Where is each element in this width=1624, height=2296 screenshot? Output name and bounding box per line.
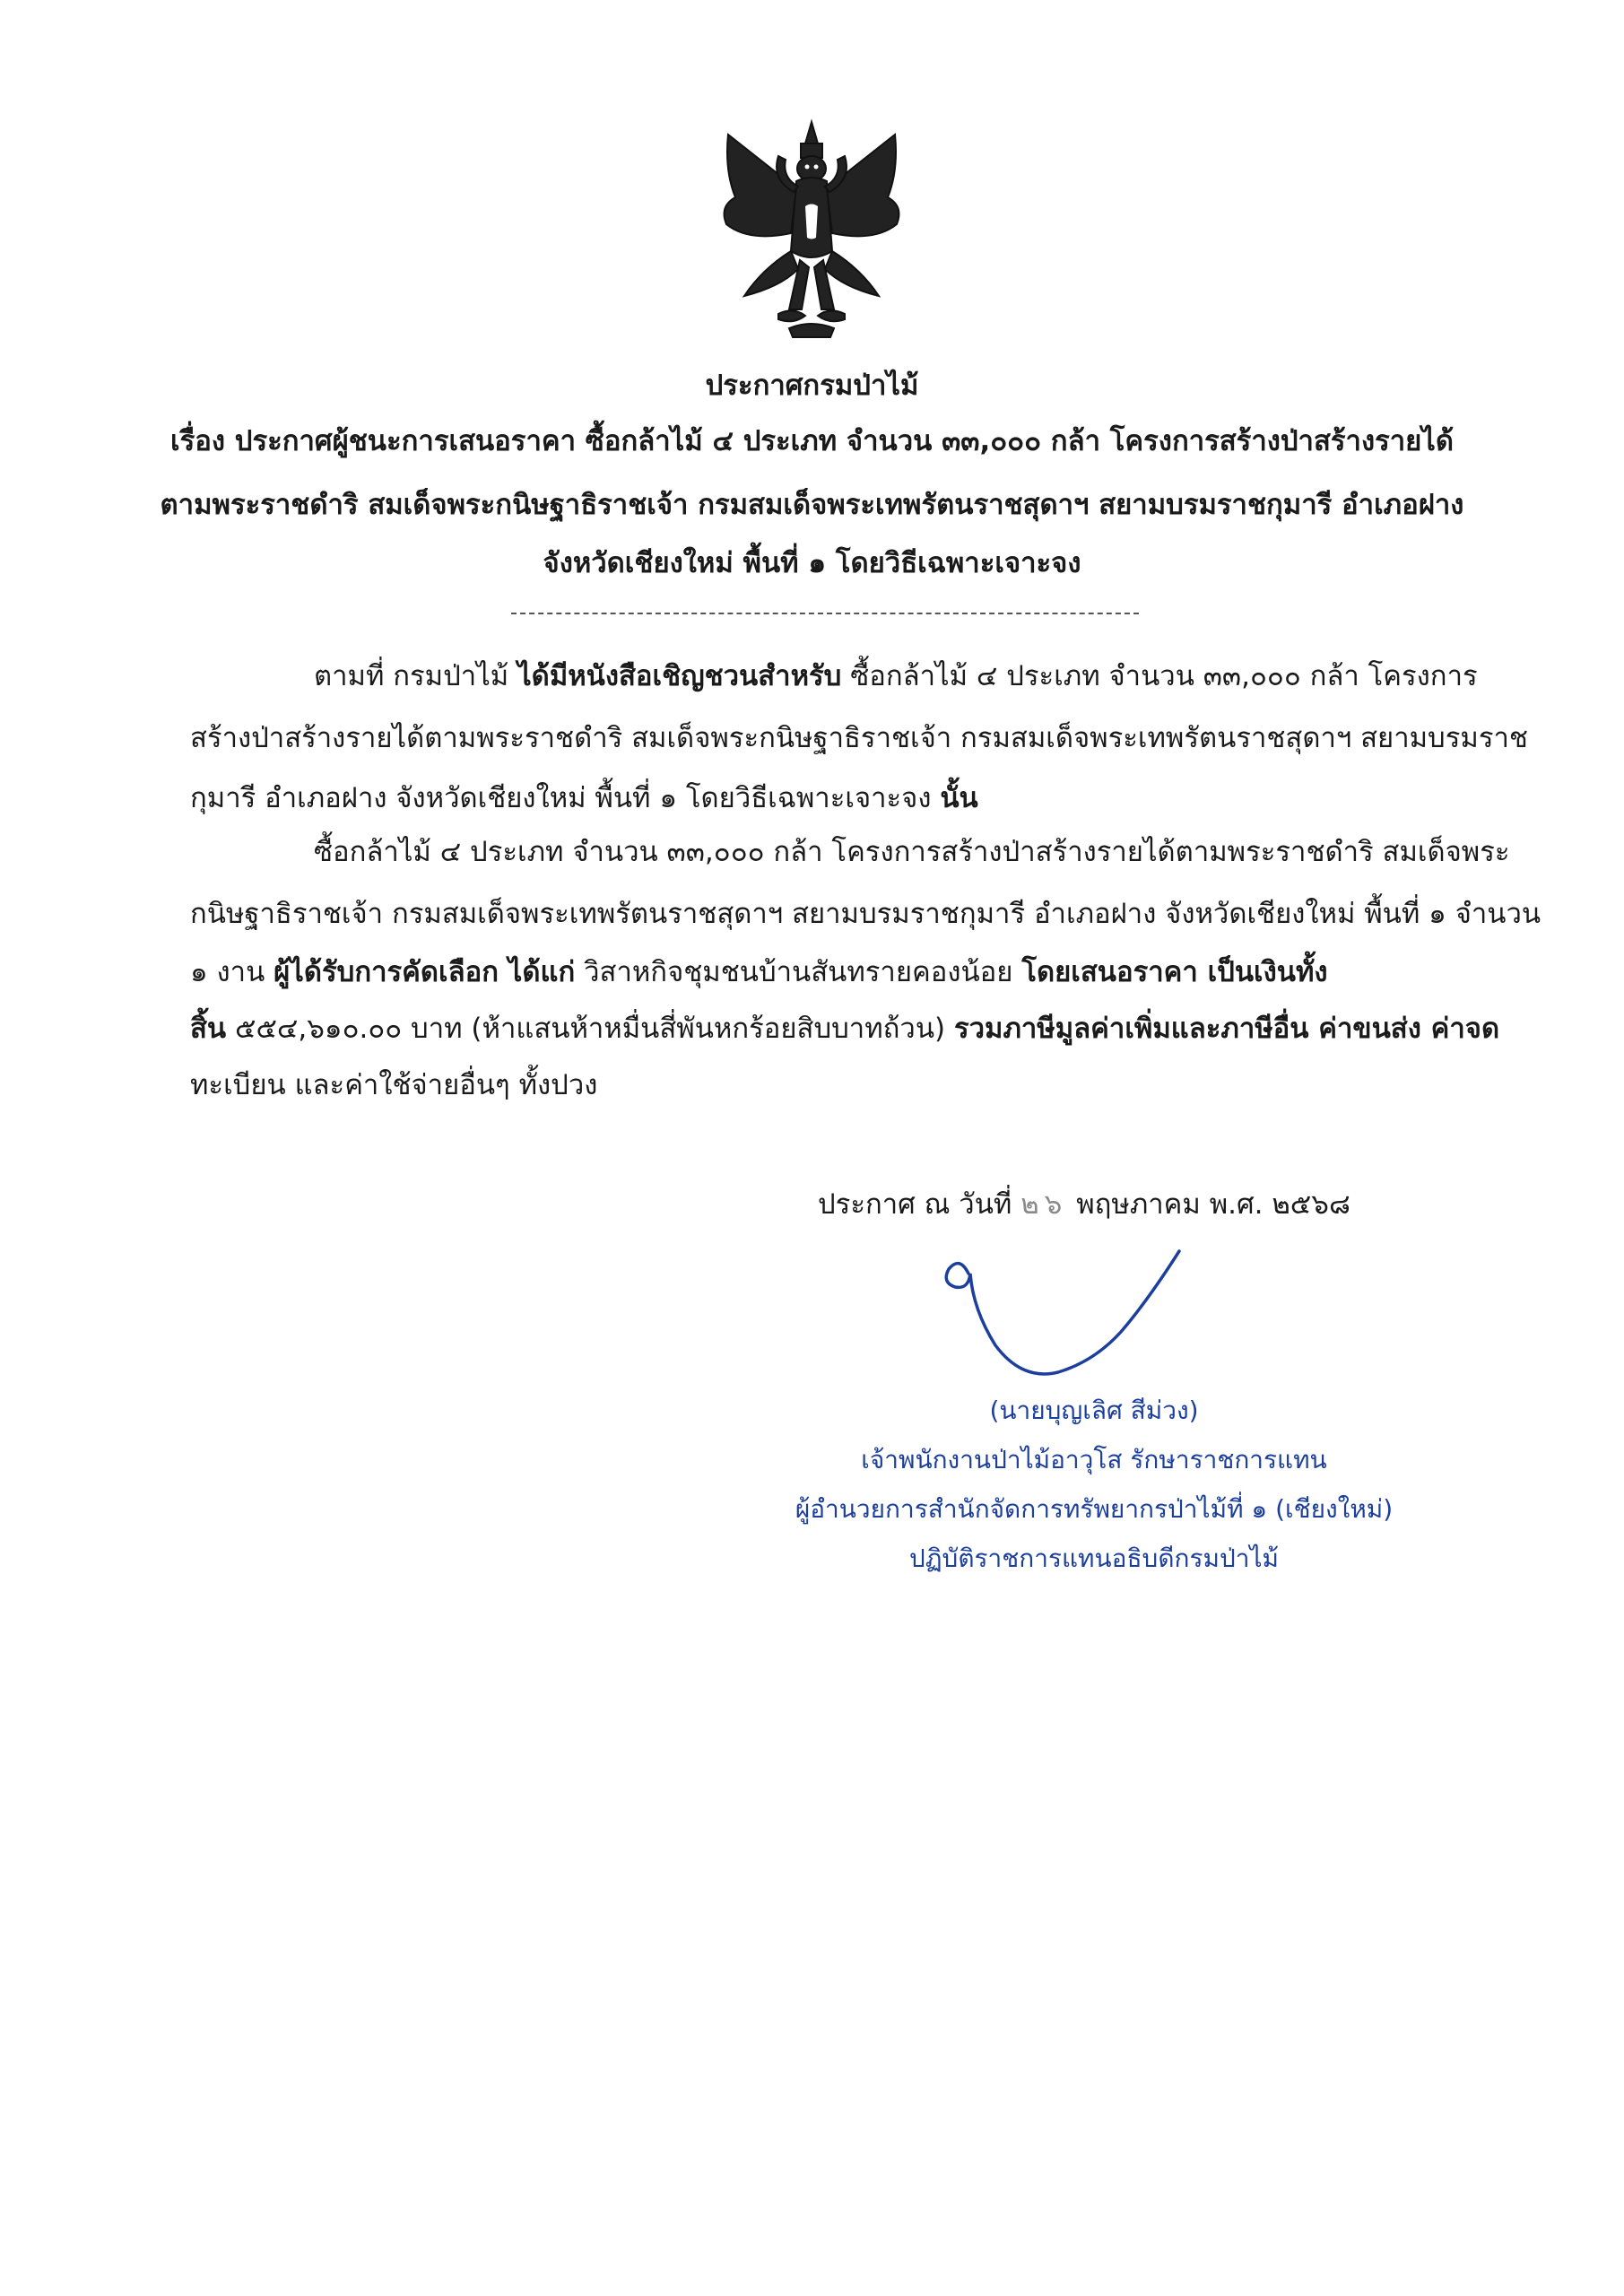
document-title: ประกาศกรมป่าไม้	[705, 370, 919, 402]
signatory-block	[771, 1386, 1417, 1583]
subject-line-1: เรื่อง ประกาศผู้ชนะการเสนอราคา ซื้อกล้าไม้ ๔ ประเภท จำนวน ๓๓,๐๐๐ กล้า โครงการสร้างป่าสร้างรายได้	[169, 425, 1455, 457]
paragraph-2-line-4	[190, 1005, 1499, 1050]
text-segment-bold: นั้น	[940, 782, 978, 814]
announcement-date	[818, 1181, 1350, 1226]
text-segment: ซื้อกล้าไม้ ๔ ประเภท จำนวน ๓๓,๐๐๐ กล้า โครงการ	[841, 660, 1478, 692]
date-prefix: ประกาศ ณ วันที่	[818, 1188, 1012, 1221]
subject-line-3: จังหวัดเชียงใหม่ พื้นที่ ๑ โดยวิธีเฉพาะเจาะจง	[543, 547, 1081, 579]
paragraph-2-line-2: กนิษฐาธิราชเจ้า กรมสมเด็จพระเทพรัตนราชสุดาฯ สยามบรมราชกุมารี อำเภอฝาง จังหวัดเชียงใหม่ พื้นที่ ๑ จำนวน	[190, 898, 1541, 930]
text-segment: ๑ งาน	[190, 956, 274, 988]
signatory-position-2: ผู้อำนวยการสำนักจัดการทรัพยากรป่าไม้ที่ ๑ (เชียงใหม่)	[795, 1494, 1394, 1524]
text-segment-bold: โดยเสนอราคา เป็นเงินทั้ง	[1021, 956, 1328, 988]
paragraph-1-line-2: สร้างป่าสร้างรายได้ตามพระราชดำริ สมเด็จพระกนิษฐาธิราชเจ้า กรมสมเด็จพระเทพรัตนราชสุดาฯ สยามบรมราช	[190, 722, 1528, 754]
paragraph-1-line-3	[190, 775, 978, 820]
paragraph-1-line-1	[314, 653, 1478, 698]
separator-line	[511, 613, 1139, 614]
paragraph-2-line-3	[190, 949, 1328, 994]
signatory-position-3: ปฏิบัติราชการแทนอธิบดีกรมป่าไม้	[908, 1544, 1279, 1573]
date-month-year: พฤษภาคม พ.ศ. ๒๕๖๘	[1076, 1188, 1350, 1221]
text-segment-bold: รวมภาษีมูลค่าเพิ่มและภาษีอื่น ค่าขนส่ง ค่าจด	[953, 1013, 1500, 1045]
bid-amount: ๕๕๔,๖๑๐.๐๐ บาท (ห้าแสนห้าหมื่นสี่พันหกร้อยสิบบาทถ้วน)	[226, 1013, 954, 1045]
text-segment: ตามที่ กรมป่าไม้	[314, 660, 518, 692]
text-segment-bold: ได้มีหนังสือเชิญชวนสำหรับ	[517, 660, 842, 692]
date-day: ๒๖	[1020, 1188, 1068, 1221]
text-segment: กุมารี อำเภอฝาง จังหวัดเชียงใหม่ พื้นที่ ๑ โดยวิธีเฉพาะเจาะจง	[190, 782, 941, 814]
winner-name: วิสาหกิจชุมชนบ้านสันทรายคองน้อย	[575, 956, 1022, 988]
signatory-position-1: เจ้าพนักงานป่าไม้อาวุโส รักษาราชการแทน	[861, 1445, 1327, 1474]
paragraph-2-line-1: ซื้อกล้าไม้ ๔ ประเภท จำนวน ๓๓,๐๐๐ กล้า โครงการสร้างป่าสร้างรายได้ตามพระราชดำริ สมเด็จพระ	[314, 836, 1510, 868]
winner-label: ผู้ได้รับการคัดเลือก ได้แก่	[274, 956, 576, 988]
garuda-emblem	[708, 117, 915, 341]
signatory-name: (นายบุญเลิศ สีม่วง)	[989, 1396, 1199, 1425]
subject-line-2: ตามพระราชดำริ สมเด็จพระกนิษฐาธิราชเจ้า กรมสมเด็จพระเทพรัตนราชสุดาฯ สยามบรมราชกุมารี อำเภอฝาง	[160, 489, 1464, 521]
text-segment-bold: สิ้น	[190, 1013, 227, 1045]
paragraph-2-line-5: ทะเบียน และค่าใช้จ่ายอื่นๆ ทั้งปวง	[190, 1069, 598, 1101]
